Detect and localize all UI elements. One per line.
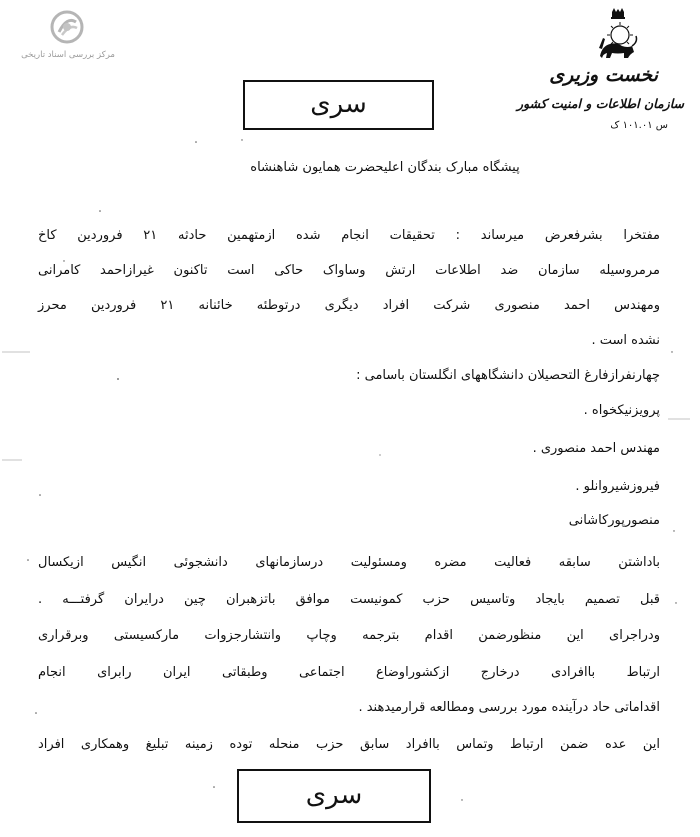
body-line: منصورپورکاشانی <box>568 513 660 528</box>
body-line: پرویزنیکخواه . <box>583 403 660 418</box>
body-line: مفتخرا بشرفعرض میرساند : تحقیقات انجام شده ازمتهمین حادثه ۲۱ فروردین کاخ <box>38 228 660 243</box>
body-line: قبل تصمیم بایجاد وتاسیس حزب کمونیست موافق باتزهبران چین درایران گرفتـــه . <box>38 592 660 607</box>
body-line: اقداماتی حاد درآینده مورد بررسی ومطالعه قرارمیدهند . <box>358 700 660 715</box>
body-line: باداشتن سابقه فعالیت مضره ومسئولیت درسازمانهای دانشجوئی انگیس ازیکسال <box>38 555 660 570</box>
letterhead-ministry: نخست وزیری <box>549 64 658 86</box>
lion-and-sun-emblem-icon <box>596 8 640 62</box>
body-line: نشده است . <box>591 333 660 348</box>
archive-center-logo-icon <box>50 10 84 44</box>
body-line: مهندس احمد منصوری . <box>532 441 660 456</box>
addressee-line: پیشگاه مبارک بندگان اعلیحضرت همایون شاهنشاه <box>250 160 520 175</box>
archive-watermark <box>14 10 122 68</box>
body-line: چهارنفرازفارغ التحصیلان دانشگاههای انگلستان باسامی : <box>356 368 660 383</box>
letterhead-number: س ۱۰۱.۰۱ ک <box>610 120 668 131</box>
body-line: این عده ضمن ارتباط وتماس باافراد سابق حزب منحله توده زمینه تبلیغ وهمکاری افراد <box>38 737 660 752</box>
body-line: مرمروسیله سازمان ضد اطلاعات ارتش وساواک حاکی است تاکنون غیرازاحمد کامرانی <box>38 263 660 278</box>
body-line: ومهندس احمد منصوری شرکت افراد دیگری درتوطئه خائنانه ۲۱ فروردین محرز <box>38 298 660 313</box>
classification-stamp-bottom: سری <box>237 769 431 823</box>
watermark-text: مرکز بررسی اسناد تاریخی <box>21 50 115 60</box>
body-line: ارتباط باافرادی درخارج ازکشوراوضاع اجتماعی وطبقاتی ایران رابرای انجام <box>38 665 660 680</box>
letterhead-organization: سازمان اطلاعات و امنیت کشور <box>517 96 684 111</box>
body-line: فیروزشیروانلو . <box>575 479 660 494</box>
body-line: ودراجرای این منظورضمن اقدام بترجمه وچاپ وانتشارجزوات مارکسیستی وبرقراری <box>38 628 660 643</box>
classification-stamp-top: سری <box>243 80 434 130</box>
